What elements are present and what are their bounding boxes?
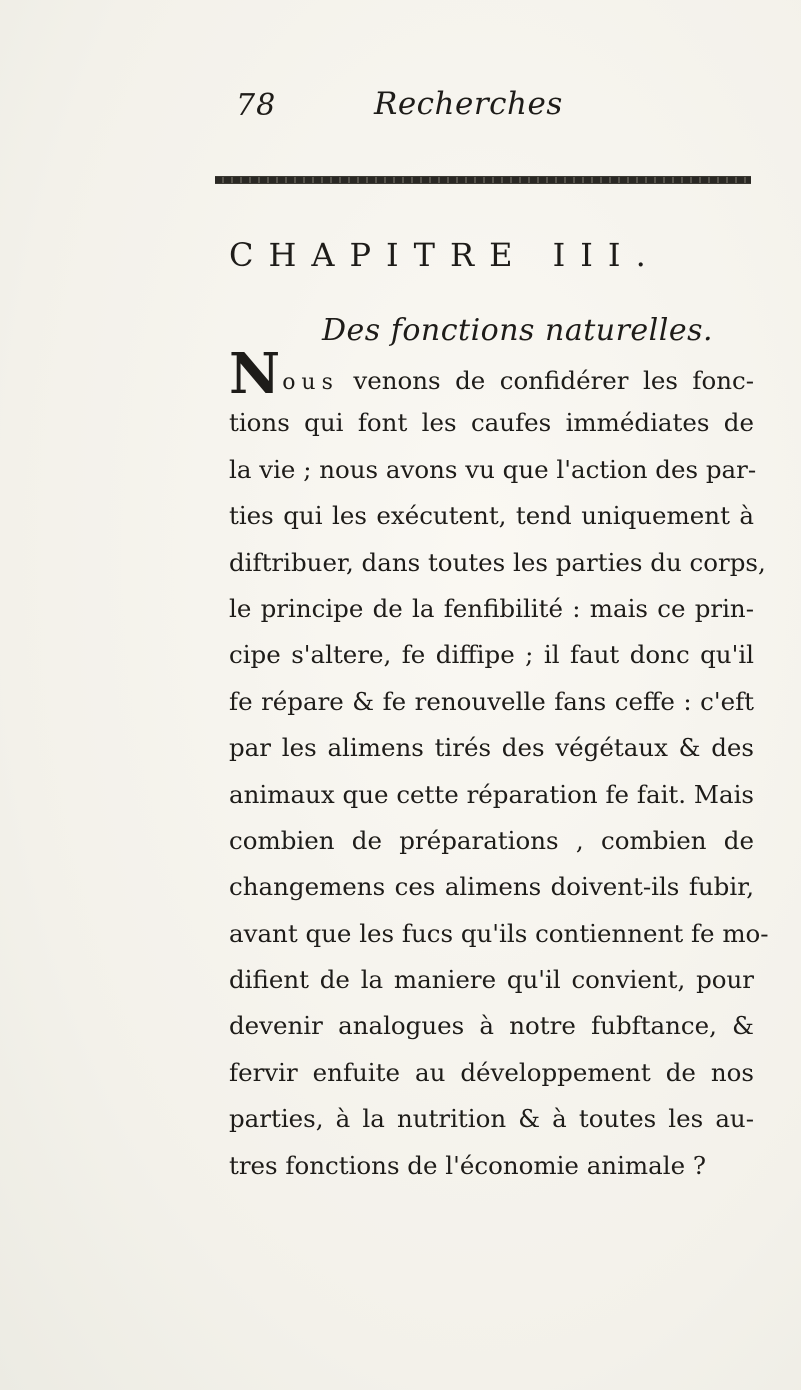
body-line-18: tres fonctions de l'économie animale ? bbox=[229, 1150, 707, 1180]
body-line-17: parties, à la nutrition & à toutes les au- bbox=[229, 1104, 754, 1134]
body-line-4: ties qui les exécutent, tend uniquement à bbox=[229, 501, 754, 531]
ornamental-rule bbox=[215, 176, 751, 184]
body-line-5: diftribuer, dans toutes les parties du corps, bbox=[229, 547, 766, 577]
body-line-9: par les alimens tirés des végétaux & des bbox=[229, 733, 754, 763]
body-line-10: animaux que cette réparation fe fait. Mais bbox=[229, 779, 754, 809]
body-line-12: changemens ces alimens doivent-ils fubir, bbox=[229, 872, 754, 902]
body-line-13: avant que les fucs qu'ils contiennent fe mo- bbox=[229, 918, 769, 948]
first-word-rest: ous bbox=[282, 370, 339, 395]
running-head bbox=[0, 88, 801, 138]
chapter-subtitle: Des fonctions naturelles. bbox=[322, 313, 714, 348]
body-text bbox=[229, 341, 769, 1189]
drop-cap: N bbox=[229, 341, 281, 407]
body-line-6: le principe de la fenfibilité : mais ce prin- bbox=[229, 593, 754, 623]
page-number: 78 bbox=[236, 88, 277, 123]
body-line-7: cipe s'altere, fe diffipe ; il faut donc qu'il bbox=[229, 640, 754, 670]
chapter-heading: CHAPITRE III. bbox=[229, 236, 661, 274]
body-line-14: difient de la maniere qu'il convient, pour bbox=[229, 965, 754, 995]
body-line-8: fe répare & fe renouvelle fans ceffe : c'eft bbox=[229, 686, 754, 716]
body-line-3: la vie ; nous avons vu que l'action des par- bbox=[229, 454, 757, 484]
body-line-1 bbox=[229, 341, 754, 407]
body-line-2: tions qui font les caufes immédiates de bbox=[229, 408, 754, 438]
body-line-11: combien de préparations , combien de bbox=[229, 825, 754, 855]
body-line-1-text: venons de confidérer les fonc- bbox=[338, 366, 754, 395]
body-line-16: fervir enfuite au développement de nos bbox=[229, 1057, 754, 1087]
running-title: Recherches bbox=[374, 86, 563, 122]
body-line-15: devenir analogues à notre fubftance, & bbox=[229, 1011, 754, 1041]
